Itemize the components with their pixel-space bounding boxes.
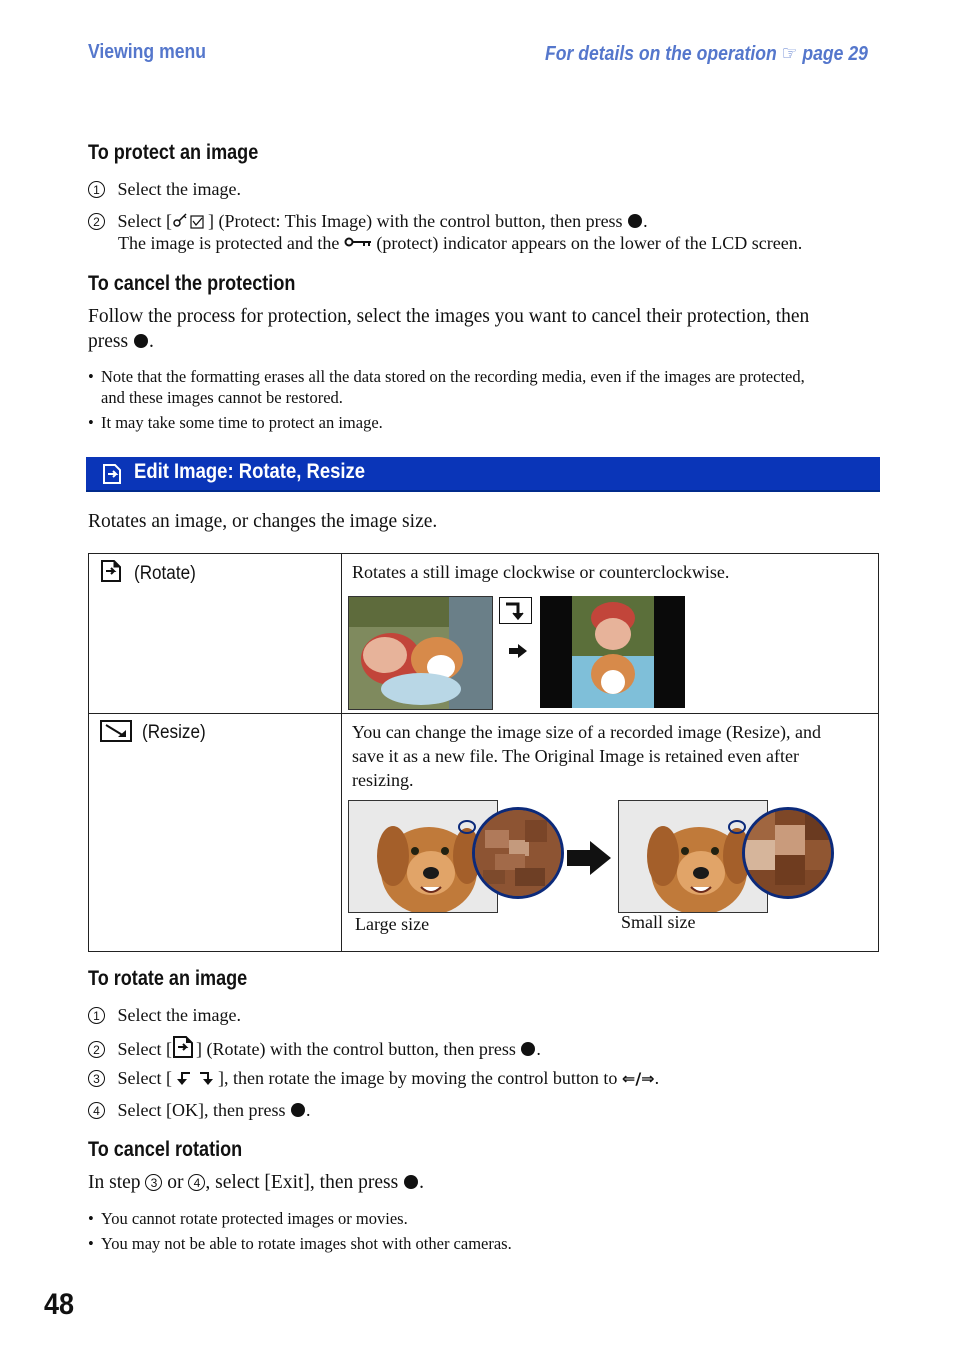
table-row-rotate-label <box>100 559 203 588</box>
small-size-zoom-circle <box>742 807 834 899</box>
step-number-4: 4 <box>88 1102 105 1119</box>
center-button-icon <box>628 214 642 228</box>
header-reference-text: For details on the operation <box>545 43 777 65</box>
section-intro: Rotates an image, or changes the image size. <box>88 511 438 532</box>
large-size-zoom-circle <box>472 807 564 899</box>
note-protect-time: • It may take some time to protect an image. <box>88 413 383 432</box>
note-protected-rotate: • You cannot rotate protected images or movies. <box>88 1209 408 1228</box>
rotate-step-2: 2 Select [ ] (Rotate) with the control button, then press . <box>88 1036 541 1060</box>
resize-label-text: (Resize) <box>142 722 206 743</box>
right-arrow-icon <box>508 643 528 664</box>
rotate-direction-icons <box>172 1068 218 1088</box>
center-button-icon <box>521 1042 535 1056</box>
rotate-step-1-text: Select the image. <box>117 1005 241 1025</box>
step-number-4: 4 <box>188 1174 205 1191</box>
rotate-step-3: 3 Select [ ], then rotate the image by moving the control button to ⇐/⇒. <box>88 1067 659 1090</box>
protect-step-1 <box>88 178 241 200</box>
cancel-rotation-heading: To cancel rotation <box>88 1138 243 1161</box>
protect-step-2: 2 Select [ ] (Protect: This Image) with the control button, then press . <box>88 210 648 232</box>
protect-step-1-text: Select the image. <box>117 179 241 199</box>
protect-step-2-post: ] (Protect: This Image) with the control button, then press <box>207 211 623 231</box>
table-column-divider <box>341 553 342 952</box>
rotate-step-2-pre: Select [ <box>117 1039 172 1059</box>
rotate-heading: To rotate an image <box>88 967 248 990</box>
cancel-rotation-or: or <box>167 1172 184 1193</box>
section-title: Edit Image: Rotate, Resize <box>134 460 366 483</box>
center-button-icon <box>404 1175 418 1189</box>
cancel-protection-heading: To cancel the protection <box>88 272 296 295</box>
section-banner <box>86 457 880 492</box>
step-number-2: 2 <box>88 213 105 230</box>
rotate-step-1 <box>88 1004 241 1026</box>
protect-step-2-pre: Select [ <box>117 211 172 231</box>
rotate-step-4-text: Select [OK], then press <box>117 1100 286 1120</box>
rotate-label-text: (Rotate) <box>134 563 196 584</box>
large-size-caption: Large size <box>355 914 430 934</box>
header-section-title: Viewing menu <box>88 41 207 63</box>
rotate-clockwise-icon <box>499 597 532 624</box>
step-number-1: 1 <box>88 1007 105 1024</box>
note-other-cameras-text: You may not be able to rotate images shot with other cameras. <box>101 1234 512 1253</box>
left-right-arrows-icon: ⇐/⇒ <box>621 1069 655 1088</box>
rotate-step-3-post: ], then rotate the image by moving the control button to <box>217 1068 618 1088</box>
protect-indicator-icon <box>344 233 372 253</box>
step-number-3: 3 <box>88 1070 105 1087</box>
resize-arrow-icon <box>566 840 612 881</box>
protect-step-2-note <box>118 232 802 254</box>
small-size-caption: Small size <box>621 912 696 932</box>
cancel-protection-body-line2: press . <box>88 331 154 352</box>
protect-heading: To protect an image <box>88 141 259 164</box>
resize-description-line3: resizing. <box>352 770 414 790</box>
resize-description-line1: You can change the image size of a recorded image (Resize), and <box>352 722 821 742</box>
rotate-before-photo <box>348 596 493 710</box>
table-row-divider <box>88 713 879 714</box>
rotate-icon <box>100 559 124 588</box>
page-number: 48 <box>44 1288 75 1321</box>
rotate-step-3-pre: Select [ <box>117 1068 172 1088</box>
cancel-protection-press: press <box>88 331 129 352</box>
protect-step-2-line2-post: (protect) indicator appears on the lower of the LCD screen. <box>376 233 803 253</box>
note-protected-rotate-text: You cannot rotate protected images or movies. <box>101 1209 408 1228</box>
rotate-description: Rotates a still image clockwise or counterclockwise. <box>352 562 730 582</box>
rotate-step-4: 4 Select [OK], then press . <box>88 1099 310 1121</box>
zoom-pointer-small <box>728 820 746 834</box>
header-page-reference <box>545 41 868 66</box>
note-protect-time-text: It may take some time to protect an image. <box>101 413 383 432</box>
resize-description <box>352 720 821 792</box>
rotate-after-photo <box>540 596 685 708</box>
center-button-icon <box>291 1103 305 1117</box>
pointing-hand-icon: ☞ <box>781 43 798 65</box>
cancel-rotation-post: , select [Exit], then press <box>205 1172 399 1193</box>
note-formatting-line2: and these images cannot be restored. <box>101 388 343 407</box>
rotate-icon <box>172 1039 196 1059</box>
note-formatting-line1: Note that the formatting erases all the data stored on the recording media, even if the images are protected, <box>101 367 805 386</box>
rotate-step-2-post: ] (Rotate) with the control button, then press <box>195 1039 516 1059</box>
note-formatting: • Note that the formatting erases all the data stored on the recording media, even if the images are protected, and these images cannot be restored. <box>88 367 805 407</box>
step-number-3: 3 <box>145 1174 162 1191</box>
step-number-2: 2 <box>88 1041 105 1058</box>
center-button-icon <box>134 334 148 348</box>
cancel-rotation-body: In step 3 or 4 , select [Exit], then press . <box>88 1172 424 1193</box>
note-other-cameras: • You may not be able to rotate images shot with other cameras. <box>88 1234 512 1253</box>
edit-image-icon <box>102 463 124 490</box>
cancel-rotation-pre: In step <box>88 1172 141 1193</box>
table-row-resize-label <box>100 720 213 747</box>
zoom-pointer-large <box>458 820 476 834</box>
cancel-protection-body-line1: Follow the process for protection, select the images you want to cancel their protection, then <box>88 306 810 327</box>
resize-description-line2: save it as a new file. The Original Image is retained even after <box>352 746 799 766</box>
header-reference-page: page 29 <box>802 43 868 65</box>
protect-step-2-line2-pre: The image is protected and the <box>118 233 340 253</box>
resize-icon <box>100 720 132 747</box>
protect-key-icon <box>172 211 208 231</box>
step-number-1: 1 <box>88 181 105 198</box>
